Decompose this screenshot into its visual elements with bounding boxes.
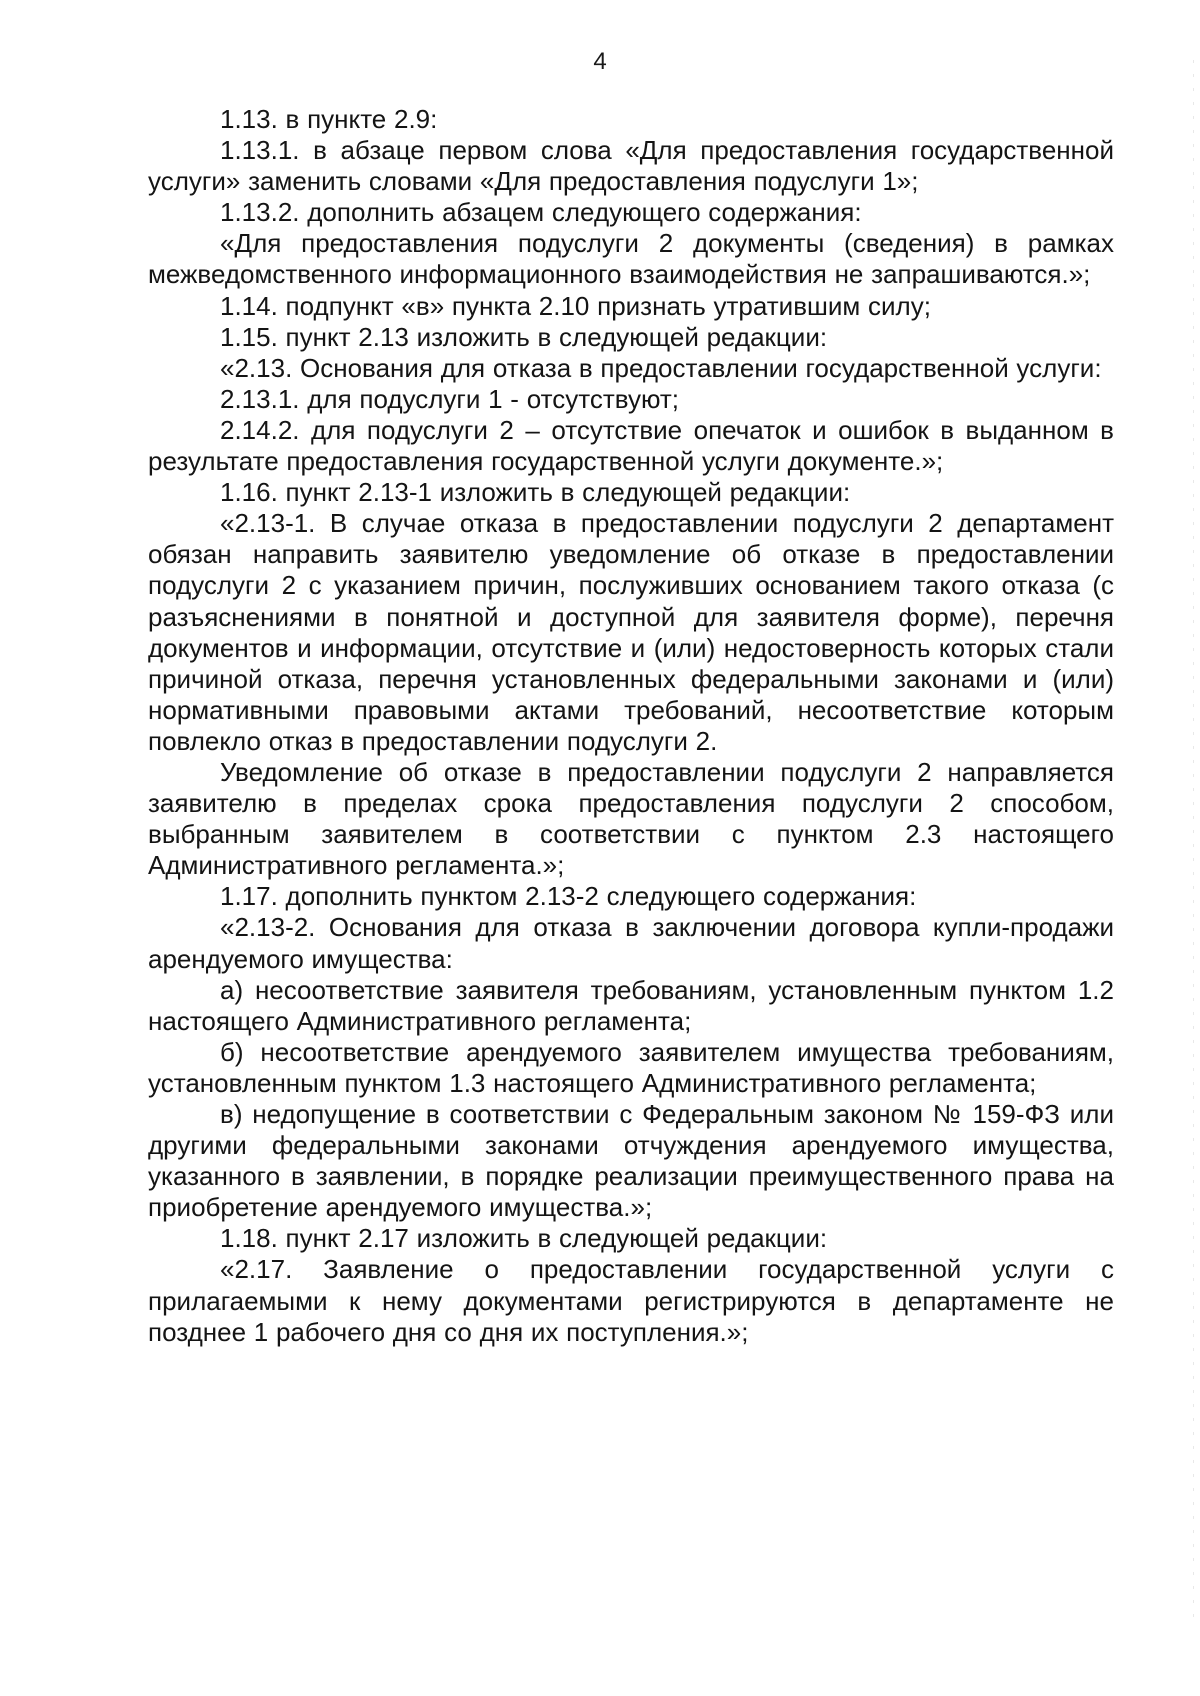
paragraph: 1.13.1. в абзаце первом слова «Для предоставления государственной услуги» заменить словами «Для предоставления подуслуги 1»; bbox=[148, 135, 1114, 197]
paragraph: 1.14. подпункт «в» пункта 2.10 признать утратившим силу; bbox=[220, 290, 931, 321]
paragraph: 1.16. пункт 2.13-1 изложить в следующей редакции: bbox=[220, 477, 851, 508]
paragraph: 1.13.2. дополнить абзацем следующего содержания: bbox=[220, 197, 862, 228]
document-body bbox=[148, 104, 1114, 1348]
paragraph: 1.15. пункт 2.13 изложить в следующей редакции: bbox=[220, 321, 828, 352]
paragraph: в) недопущение в соответствии с Федеральным законом № 159-ФЗ или другими федеральными законами отчуждения арендуемого имущества, указанного в заявлении, в порядке реализации преимущественного права на приобретение арендуемого имущества.»; bbox=[148, 1099, 1114, 1223]
scan-edge-artifact bbox=[1193, 60, 1194, 1620]
paragraph: «2.13. Основания для отказа в предоставлении государственной услуги: bbox=[220, 352, 1102, 383]
paragraph: «2.13-2. Основания для отказа в заключении договора купли-продажи арендуемого имущества: bbox=[148, 912, 1114, 974]
paragraph: б) несоответствие арендуемого заявителем имущества требованиям, установленным пунктом 1.3 настоящего Административного регламента; bbox=[148, 1036, 1114, 1098]
page-number: 4 bbox=[593, 48, 607, 75]
paragraph: «Для предоставления подуслуги 2 документы (сведения) в рамках межведомственного информационного взаимодействия не запрашиваются.»; bbox=[148, 228, 1114, 290]
paragraph: 2.14.2. для подуслуги 2 – отсутствие опечаток и ошибок в выданном в результате предоставления государственной услуги документе.»; bbox=[148, 414, 1114, 477]
paragraph: а) несоответствие заявителя требованиям, установленным пунктом 1.2 настоящего Административного регламента; bbox=[148, 974, 1114, 1036]
paragraph: 2.13.1. для подуслуги 1 - отсутствуют; bbox=[220, 383, 680, 414]
paragraph: 1.17. дополнить пунктом 2.13-2 следующего содержания: bbox=[220, 881, 917, 912]
paragraph: «2.13-1. В случае отказа в предоставлении подуслуги 2 департамент обязан направить заявителю уведомление об отказе в предоставлении подуслуги 2 с указанием причин, послуживших основанием такого отказа (с разъяснениями в понятной и доступной для заявителя форме), перечня документов и информации, отсутствие и (или) недостоверность которых стали причиной отказа, перечня установленных федеральными законами и (или) нормативными правовыми актами требований, несоответствие которым повлекло отказ в предоставлении подуслуги 2. bbox=[148, 508, 1114, 756]
paragraph: 1.18. пункт 2.17 изложить в следующей редакции: bbox=[220, 1223, 828, 1254]
paragraph: «2.17. Заявление о предоставлении государственной услуги с прилагаемыми к нему документами регистрируются в департаменте не позднее 1 рабочего дня со дня их поступления.»; bbox=[148, 1254, 1114, 1347]
paragraph: 1.13. в пункте 2.9: bbox=[220, 104, 438, 134]
paragraph: Уведомление об отказе в предоставлении подуслуги 2 направляется заявителю в пределах срока предоставления подуслуги 2 способом, выбранным заявителем в соответствии с пунктом 2.3 настоящего Административного регламента.»; bbox=[148, 756, 1114, 881]
